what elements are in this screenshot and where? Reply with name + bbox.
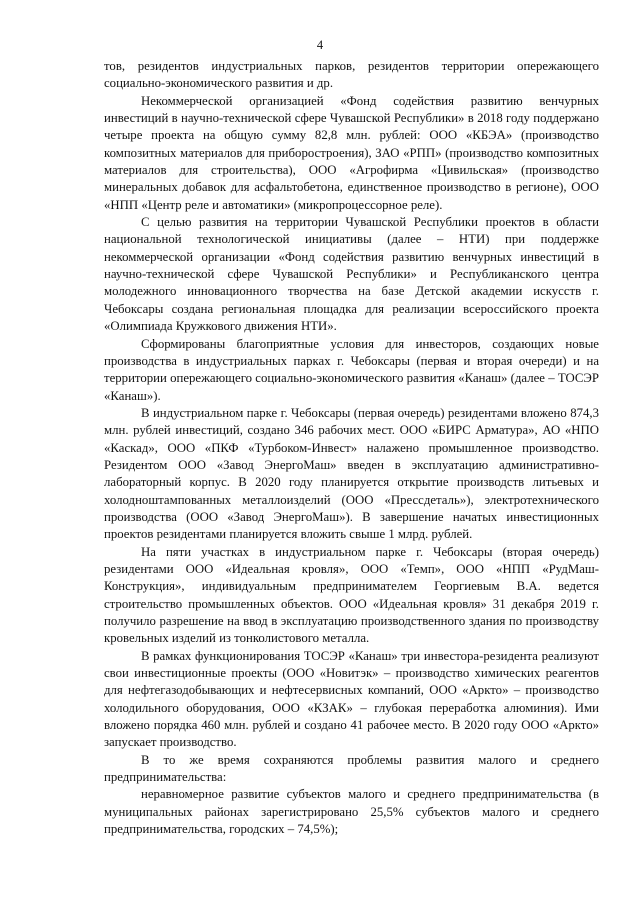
paragraph-investor-conditions: Сформированы благоприятные условия для инвесторов, создающих новые производства в индустриальных парках г. Чебоксары (первая и вторая очереди) и на территории опережающего социально-экономического развития «Канаш» (далее – ТОСЭР «Канаш»).: [104, 336, 599, 403]
paragraph-nti-platform: С целью развития на территории Чувашской Республики проектов в области национальной технологической инициативы (далее – НТИ) при поддержке некоммерческой организации «Фонд содействия развитию венчурных инвестиций в научно-технической сфере Чувашской Республики» и Республиканского центра молодежного инновационного творчества на базе Детской академии искусств г. Чебоксары создана региональная площадка для реализации всероссийского проекта «Олимпиада Кружкового движения НТИ».: [104, 215, 599, 334]
body-text: [104, 58, 599, 838]
paragraph-industrial-park-second-stage: На пяти участках в индустриальном парке г. Чебоксары (вторая очередь) резидентами ООО «Идеальная кровля», ООО «Темп», ООО «НПП «РудМаш-Конструкция», индивидуальным предпринимателем Георгиевым В.А. ведется строительство промышленных объектов. ООО «Идеальная кровля» 31 декабря 2019 г. получило разрешение на ввод в эксплуатацию производственного здания по производству кровельных изделий из тонколистового металла.: [104, 544, 599, 646]
paragraph-problems-intro: В то же время сохраняются проблемы развития малого и среднего предпринимательства:: [104, 752, 599, 785]
page-number: 4: [316, 38, 324, 52]
paragraph-problem-uneven-development: неравномерное развитие субъектов малого и среднего предпринимательства (в муниципальных районах зарегистрировано 25,5% субъектов малого и среднего предпринимательства, городских – 74,5%);: [104, 787, 599, 837]
paragraph-continuation: тов, резидентов индустриальных парков, резидентов территории опережающего социально-экономического развития и др.: [104, 59, 599, 91]
paragraph-venture-fund: Некоммерческой организацией «Фонд содействия развитию венчурных инвестиций в научно-технической сфере Чувашской Республики» в 2018 году поддержано четыре проекта на общую сумму 82,8 млн. рублей: ООО «КБЭА» (производство композитных материалов для приборостроения), ЗАО «РПП» (производство композитных материалов для строительства), ООО «Агрофирма «Цивильская» (производство минеральных добавок для асфальтобетона, единственное производство в регионе), ООО «НПП «Центр реле и автоматики» (микропроцессорное реле).: [104, 93, 599, 212]
paragraph-industrial-park-first-stage: В индустриальном парке г. Чебоксары (первая очередь) резидентами вложено 874,3 млн. рублей инвестиций, создано 346 рабочих мест. ООО «БИРС Арматура», АО «НПО «Каскад», ООО «ПКФ «Турбоком-Инвест» налажено промышленное производство. Резидентом ООО «Завод ЭнергоМаш» введен в эксплуатацию административно-лабораторный корпус. В 2020 году планируется открытие производств литьевых и холодноштампованных металлоизделий (ООО «Прессдеталь»), электротехнического производства (ООО «Завод ЭнергоМаш»). В завершение начатых инвестиционных проектов резидентами планируется вложить свыше 1 млрд. рублей.: [104, 405, 599, 542]
paragraph-toser-kanash: В рамках функционирования ТОСЭР «Канаш» три инвестора-резидента реализуют свои инвестиционные проекты (ООО «Новитэк» – производство химических реагентов для нефтегазодобывающих и нефтесервисных компаний, ООО «Аркто» – производство холодильного оборудования, ООО «КЗАК» – глубокая переработка алюминия). Ими вложено порядка 460 млн. рублей и создано 41 рабочее место. В 2020 году ООО «Аркто» запускает производство.: [104, 648, 599, 750]
